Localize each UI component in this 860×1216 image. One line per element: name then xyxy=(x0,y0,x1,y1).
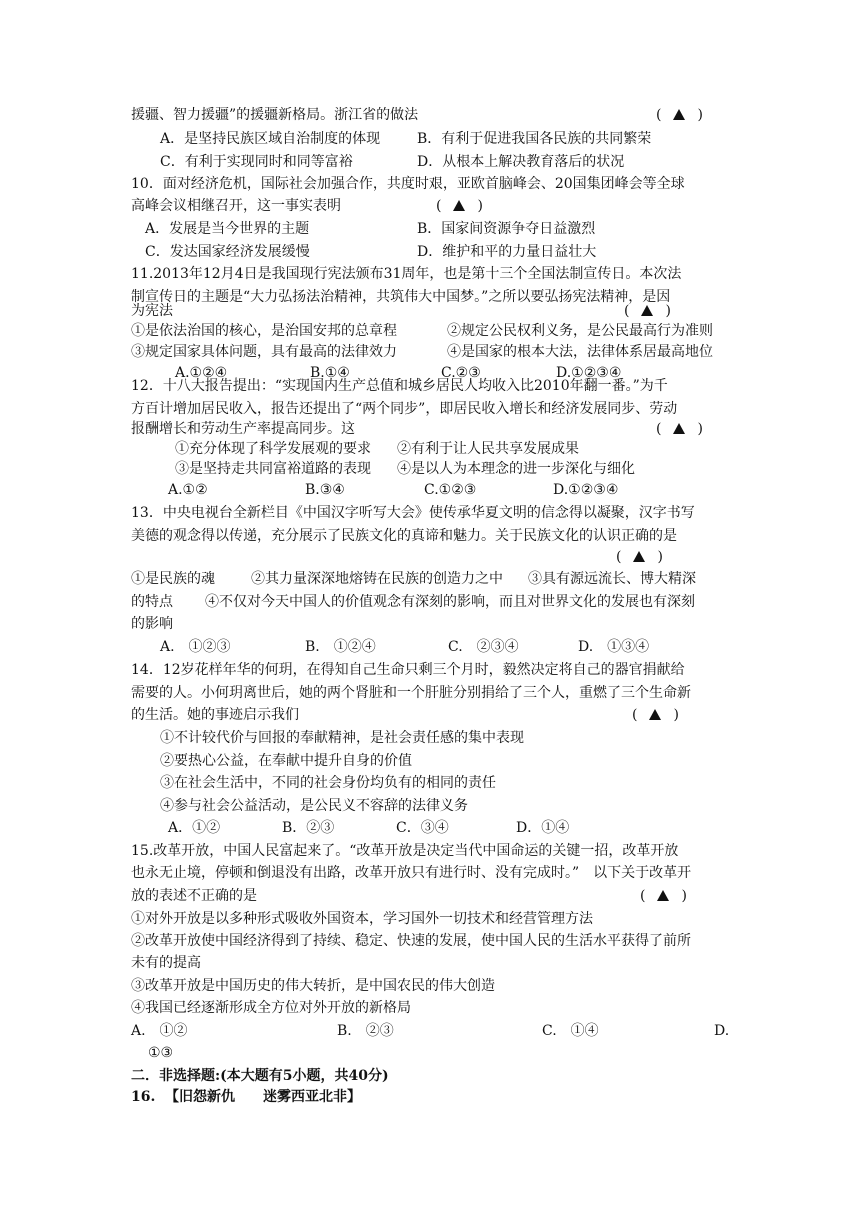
q13-item-3-cont: 的特点 xyxy=(131,594,173,610)
q15-stem-line2: 也永无止境，停顿和倒退没有出路，改革开放只有进行时、没有完成时。” 以下关于改革开 xyxy=(131,865,692,881)
triangle-icon xyxy=(641,305,653,316)
q11-option-b: B.①④ xyxy=(310,365,350,381)
q10-option-a: A．发展是当今世界的主题 xyxy=(145,221,310,237)
q14-option-d: D．①④ xyxy=(516,820,570,836)
q14-stem-line3: 的生活。她的事迹启示我们 xyxy=(131,707,299,723)
triangle-icon xyxy=(633,551,645,562)
q14-item-3: ③在社会生活中，不同的社会身份均负有的相同的责任 xyxy=(160,775,496,791)
q11-option-a: A.①②④ xyxy=(175,365,228,381)
q15-option-a: A. ①② xyxy=(131,1023,188,1039)
q16-number: 16. xyxy=(131,1089,156,1105)
q12-option-c: C.①②③ xyxy=(424,482,477,498)
q11-stem-line3: 为宪法 xyxy=(131,303,173,319)
q9-option-b: B．有利于促进我国各民族的共同繁荣 xyxy=(417,131,652,147)
q15-item-3: ③改革开放是中国历史的伟大转折，是中国农民的伟大创造 xyxy=(131,978,495,994)
q13-stem-line2: 美德的观念得以传递，充分展示了民族文化的真谛和魅力。关于民族文化的认识正确的是 xyxy=(131,528,677,544)
q15-option-b: B. ②③ xyxy=(337,1023,394,1039)
q11-item-1: ①是依法治国的核心，是治国安邦的总章程 xyxy=(131,323,397,339)
answer-blank: ( ) xyxy=(656,107,703,123)
q11-item-2: ②规定公民权利义务，是公民最高行为准则 xyxy=(447,323,713,339)
q11-stem-line2: 制宣传日的主题是“大力弘扬法治精神，共筑伟大中国梦。”之所以要弘扬宪法精神，是因 xyxy=(131,289,671,305)
q13-option-b: B. ①②④ xyxy=(305,639,376,655)
section-heading: 二．非选择题:(本大题有5小题，共40分) xyxy=(131,1068,389,1084)
answer-blank: ( ) xyxy=(436,198,483,214)
q12-option-b: B.③④ xyxy=(305,482,345,498)
q12-option-d: D.①②③④ xyxy=(553,482,619,498)
q11-stem-line1: 11.2013年12月4日是我国现行宪法颁布31周年，也是第十三个全国法制宣传日。本次法 xyxy=(131,266,682,282)
q15-option-c: C. ①④ xyxy=(542,1023,599,1039)
q10-stem-line1: 10．面对经济危机，国际社会加强合作，共度时艰，亚欧首脑峰会、20国集团峰会等全球 xyxy=(131,176,685,192)
answer-blank: ( ) xyxy=(656,421,703,437)
answer-blank: ( ) xyxy=(616,549,663,565)
q13-item-4-cont: 的影响 xyxy=(131,616,173,632)
q15-item-2: ②改革开放使中国经济得到了持续、稳定、快速的发展，使中国人民的生活水平获得了前所 xyxy=(131,933,691,949)
q13-item-4: ④不仅对今天中国人的价值观念有深刻的影响，而且对世界文化的发展也有深刻 xyxy=(205,594,695,610)
q13-item-3: ③具有源远流长、博大精深 xyxy=(528,571,696,587)
q11-option-d: D.①②③④ xyxy=(556,365,622,381)
q15-item-4: ④我国已经逐渐形成全方位对外开放的新格局 xyxy=(131,1000,411,1016)
answer-blank: ( ) xyxy=(624,303,671,319)
q13-option-a: A. ①②③ xyxy=(160,639,231,655)
triangle-icon xyxy=(673,423,685,434)
q13-stem-line1: 13．中央电视台全新栏目《中国汉字听写大会》使传承华夏文明的信念得以凝聚，汉字书写 xyxy=(131,505,695,521)
q10-option-b: B．国家间资源争夺日益激烈 xyxy=(417,221,596,237)
q13-item-2: ②其力量深深地熔铸在民族的创造力之中 xyxy=(251,571,503,587)
triangle-icon xyxy=(453,200,465,211)
q12-item-3: ③是坚持走共同富裕道路的表现 xyxy=(175,461,371,477)
q11-item-4: ④是国家的根本大法，法律体系居最高地位 xyxy=(447,344,713,360)
q11-item-3: ③规定国家具体问题，具有最高的法律效力 xyxy=(131,344,397,360)
q14-option-b: B．②③ xyxy=(282,820,335,836)
q15-stem-line3: 放的表述不正确的是 xyxy=(131,888,257,904)
q10-option-c: C．发达国家经济发展缓慢 xyxy=(145,244,310,260)
q12-stem-line2: 方百计增加居民收入，报告还提出了“两个同步”，即居民收入增长和经济发展同步、劳动 xyxy=(131,401,678,417)
q12-option-a: A.①② xyxy=(168,482,208,498)
q12-stem-line3: 报酬增长和劳动生产率提高同步。这 xyxy=(131,421,355,437)
answer-blank: ( ) xyxy=(632,707,679,723)
q14-item-4: ④参与社会公益活动，是公民义不容辞的法律义务 xyxy=(160,798,468,814)
q14-stem-line1: 14．12岁花样年华的何玥，在得知自己生命只剩三个月时，毅然决定将自己的器官捐献给 xyxy=(131,662,685,678)
q12-item-1: ①充分体现了科学发展观的要求 xyxy=(175,441,371,457)
q14-option-a: A．①② xyxy=(168,820,221,836)
q13-item-1: ①是民族的魂 xyxy=(131,571,215,587)
q13-option-c: C. ②③④ xyxy=(448,639,519,655)
q14-item-1: ①不计较代价与回报的奉献精神，是社会责任感的集中表现 xyxy=(160,730,524,746)
q12-item-4: ④是以人为本理念的进一步深化与细化 xyxy=(397,461,635,477)
q16-title: 【旧怨新仇 迷雾西亚北非】 xyxy=(165,1089,361,1105)
q12-item-2: ②有利于让人民共享发展成果 xyxy=(397,441,579,457)
q15-option-d-value: ①③ xyxy=(148,1045,174,1061)
q14-item-2: ②要热心公益，在奉献中提升自身的价值 xyxy=(160,753,412,769)
triangle-icon xyxy=(673,109,685,120)
q11-option-c: C.②③ xyxy=(441,365,481,381)
q13-option-d: D. ①③④ xyxy=(578,639,650,655)
q15-item-2-cont: 未有的提高 xyxy=(131,955,201,971)
triangle-icon xyxy=(649,709,661,720)
answer-blank: ( ) xyxy=(640,888,687,904)
q12-stem-line1: 12．十八大报告提出：“实现国内生产总值和城乡居民人均收入比2010年翻一番。”为千 xyxy=(131,378,668,394)
q14-option-c: C．③④ xyxy=(396,820,449,836)
q15-option-d-label: D. xyxy=(714,1023,730,1039)
q9-option-a: A．是坚持民族区域自治制度的体现 xyxy=(160,131,381,147)
q9-option-d: D．从根本上解决教育落后的状况 xyxy=(417,154,625,170)
q10-stem-line2: 高峰会议相继召开，这一事实表明 xyxy=(131,198,341,214)
q15-item-1: ①对外开放是以多种形式吸收外国资本，学习国外一切技术和经营管理方法 xyxy=(131,911,593,927)
q10-option-d: D．维护和平的力量日益壮大 xyxy=(417,244,597,260)
q15-stem-line1: 15.改革开放，中国人民富起来了。“改革开放是决定当代中国命运的关键一招，改革开放 xyxy=(131,843,679,859)
q9-option-c: C．有利于实现同时和同等富裕 xyxy=(160,154,353,170)
q9-continuation: 援疆、智力援疆”的援疆新格局。浙江省的做法 xyxy=(131,107,419,123)
q14-stem-line2: 需要的人。小何玥离世后，她的两个肾脏和一个肝脏分别捐给了三个人，重燃了三个生命新 xyxy=(131,685,691,701)
triangle-icon xyxy=(657,890,669,901)
